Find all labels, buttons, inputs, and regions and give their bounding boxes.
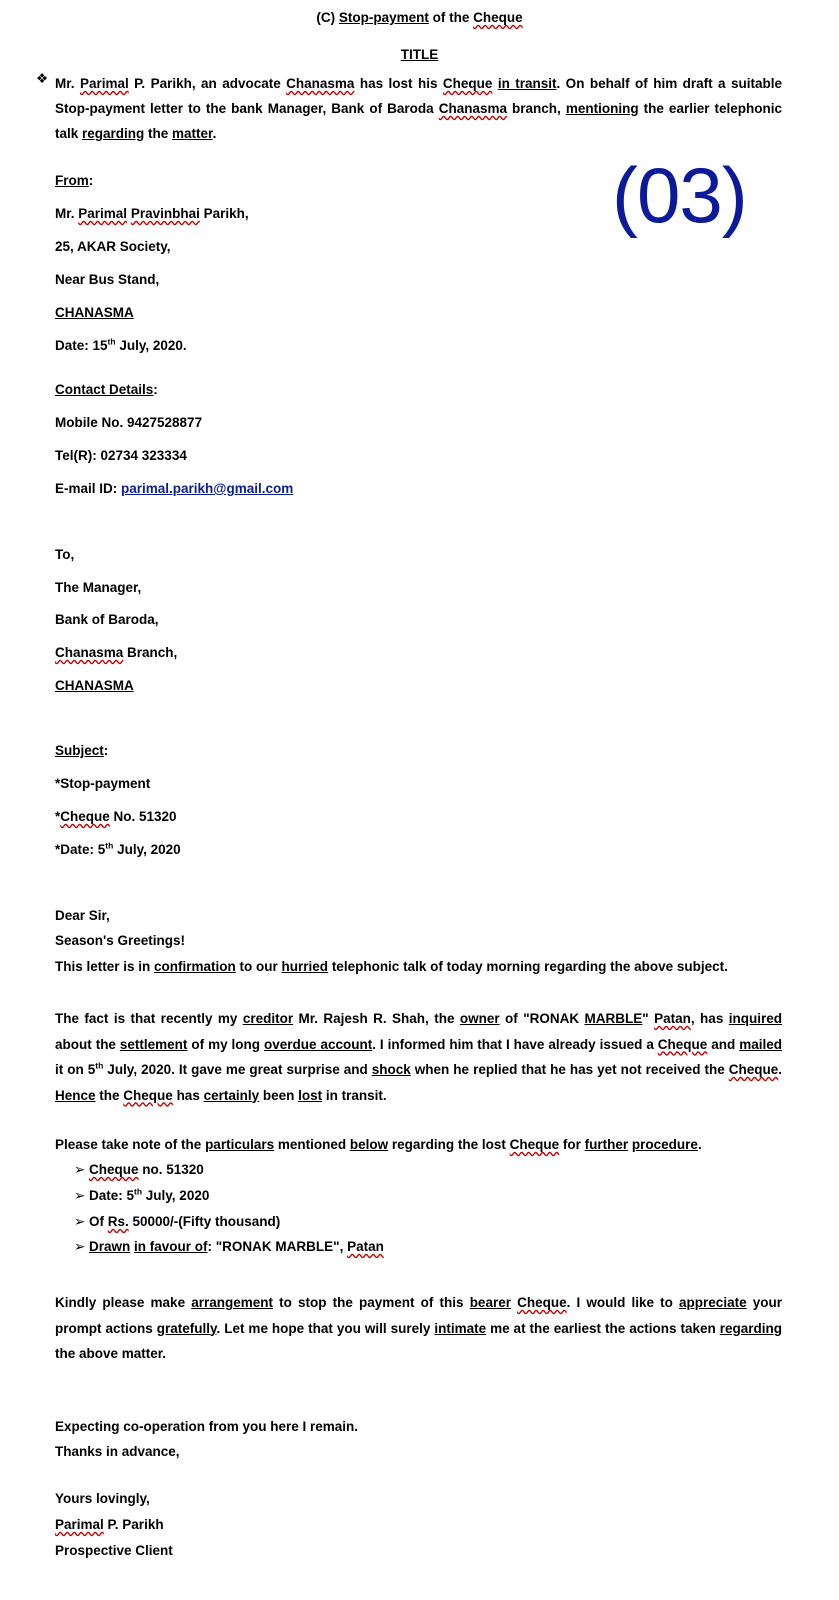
list-text: Date: 5 xyxy=(89,1188,135,1203)
body-text: me at the earliest the actions taken xyxy=(486,1320,720,1336)
body-text: has xyxy=(172,1087,204,1103)
signature-part: P. Parikh xyxy=(103,1517,164,1532)
expecting-line: Expecting co-operation from you here I remain. xyxy=(55,1419,359,1434)
fact-paragraph xyxy=(55,1006,782,1108)
thanks-line: Thanks in advance, xyxy=(55,1444,180,1459)
body-text: . I would like to xyxy=(566,1295,680,1310)
subject-part: No. 51320 xyxy=(109,809,177,824)
list-text: Patan xyxy=(347,1239,384,1254)
body-text: intimate xyxy=(434,1320,487,1336)
body-text: . Let me hope that you will surely xyxy=(216,1320,435,1336)
body-text: " xyxy=(642,1011,655,1026)
body-text: owner xyxy=(459,1011,500,1026)
closing-line: Yours lovingly, xyxy=(55,1491,150,1506)
contact-label: Contact Details: xyxy=(55,382,158,397)
date-part: July, 2020. xyxy=(115,338,187,353)
list-item xyxy=(74,1162,204,1178)
list-item xyxy=(74,1188,209,1204)
list-text: in favour of xyxy=(134,1239,208,1254)
body-text: Cheque xyxy=(657,1036,708,1052)
body-text: Kindly please make xyxy=(55,1295,192,1310)
subject-line-1: *Stop-payment xyxy=(55,776,151,791)
salutation: Dear Sir, xyxy=(55,908,110,923)
note-line xyxy=(55,1137,702,1152)
body-text: about the xyxy=(55,1036,120,1052)
body-text: the xyxy=(95,1087,124,1103)
q-text: Chanasma xyxy=(286,76,355,91)
letter-date xyxy=(55,338,187,353)
body-text: confirmation xyxy=(154,959,236,974)
sender-name-part: Pravinbhai xyxy=(130,206,200,221)
signature-role: Prospective Client xyxy=(55,1543,173,1558)
body-text: . xyxy=(697,1137,702,1152)
sender-name-part: Mr. xyxy=(55,206,79,221)
diamond-bullet-icon: ❖ xyxy=(36,71,49,86)
list-item xyxy=(74,1239,384,1255)
q-text: the earlier telephonic talk xyxy=(55,101,783,141)
sender-address-2: Near Bus Stand, xyxy=(55,272,160,287)
body-text: the above matter. xyxy=(55,1346,167,1361)
heading-stop-payment: Stop-payment xyxy=(338,10,429,25)
q-text: the xyxy=(144,126,173,141)
body-text: . xyxy=(778,1062,782,1077)
body-text: regarding the lost xyxy=(388,1137,510,1152)
list-text: 50000/-(Fifty thousand) xyxy=(128,1214,281,1229)
confirmation-line xyxy=(55,959,728,974)
sender-name-part: Parikh, xyxy=(199,206,249,221)
list-text: no. 51320 xyxy=(138,1162,204,1177)
list-text: Drawn xyxy=(89,1239,131,1254)
sender-name xyxy=(55,206,249,221)
marks-label: (03) xyxy=(612,151,747,239)
list-text: : "RONAK MARBLE", xyxy=(207,1239,348,1254)
arrow-bullet-icon: ➢ xyxy=(74,1214,86,1229)
list-text: Of xyxy=(89,1214,108,1229)
list-item xyxy=(74,1214,280,1230)
title-heading: TITLE xyxy=(400,47,439,62)
subject-label-text: Subject xyxy=(55,743,104,758)
body-text: telephonic talk of today morning regarding the above subject. xyxy=(328,959,728,974)
question-text xyxy=(55,71,782,146)
subject-line-2 xyxy=(55,809,177,824)
body-text: settlement xyxy=(119,1036,188,1052)
body-text: Cheque xyxy=(728,1062,779,1077)
subject-part: *Date: 5 xyxy=(55,842,106,857)
body-text: of "RONAK xyxy=(499,1011,585,1026)
q-text: branch, xyxy=(506,101,566,116)
body-text: gratefully xyxy=(156,1320,217,1336)
receiver-city: CHANASMA xyxy=(55,678,134,693)
email-link[interactable]: parimal.parikh@gmail.com xyxy=(121,481,294,496)
q-text: in transit xyxy=(497,76,557,91)
q-text: P. Parikh, an advocate xyxy=(128,76,287,91)
body-text: certainly xyxy=(203,1087,260,1103)
body-text: shock xyxy=(371,1062,411,1077)
heading-prefix: (C) xyxy=(316,10,339,25)
body-text: lost xyxy=(298,1087,323,1103)
mobile-number: Mobile No. 9427528877 xyxy=(55,415,203,430)
body-text: Patan xyxy=(654,1011,691,1026)
signature-name xyxy=(55,1517,164,1532)
body-sup: th xyxy=(95,1060,104,1071)
receiver-line-1: The Manager, xyxy=(55,580,142,595)
body-text: arrangement xyxy=(191,1295,273,1310)
body-text: creditor xyxy=(242,1011,294,1026)
sender-name-part: Parimal xyxy=(78,206,128,221)
body-text: it on 5 xyxy=(55,1062,96,1077)
list-text: Cheque xyxy=(89,1162,139,1177)
body-text: when he replied that he has yet not received the xyxy=(410,1062,729,1077)
body-text: and xyxy=(707,1036,740,1052)
arrow-bullet-icon: ➢ xyxy=(74,1239,86,1254)
subject-label: Subject: xyxy=(55,743,109,758)
q-text: Mr. xyxy=(55,76,80,91)
body-text: your prompt actions xyxy=(55,1295,782,1336)
body-text: Please take note of the xyxy=(55,1137,206,1152)
body-text: mentioned xyxy=(274,1137,350,1152)
body-text: mailed xyxy=(739,1036,782,1052)
body-text: been xyxy=(259,1087,299,1103)
subject-part: Cheque xyxy=(60,809,110,824)
from-label: From: xyxy=(55,173,94,188)
request-paragraph xyxy=(55,1290,782,1367)
body-text: The fact is that recently my xyxy=(55,1011,243,1026)
body-text: bearer xyxy=(469,1295,511,1310)
sender-address-1: 25, AKAR Society, xyxy=(55,239,171,254)
body-text: Cheque xyxy=(123,1087,173,1103)
q-text: Parimal xyxy=(79,76,129,91)
body-text: for xyxy=(559,1137,585,1152)
heading-mid: of the xyxy=(428,10,474,25)
subject-line-3 xyxy=(55,842,181,857)
body-text: Cheque xyxy=(509,1137,560,1152)
subject-sup: th xyxy=(105,840,114,851)
q-text: has lost his xyxy=(354,76,443,91)
q-text: Cheque xyxy=(442,76,493,91)
body-text: inquired xyxy=(728,1011,782,1026)
body-text: procedure xyxy=(631,1137,698,1152)
receiver-branch xyxy=(55,645,177,660)
body-text: Cheque xyxy=(517,1295,567,1310)
arrow-bullet-icon: ➢ xyxy=(74,1188,86,1203)
date-part: Date: 15 xyxy=(55,338,108,353)
body-text: in transit. xyxy=(322,1087,387,1103)
body-text: below xyxy=(349,1137,389,1152)
list-sup: th xyxy=(134,1186,143,1197)
body-text: appreciate xyxy=(679,1295,747,1310)
body-text: to stop the payment of this xyxy=(273,1295,470,1310)
subject-part: * xyxy=(55,809,61,824)
body-text: July, 2020. It gave me great surprise and xyxy=(103,1062,372,1077)
q-text: regarding xyxy=(82,126,145,141)
signature-part: Parimal xyxy=(55,1517,104,1532)
greeting: Season's Greetings! xyxy=(55,933,186,948)
body-text: particulars xyxy=(205,1137,275,1152)
body-text: overdue account xyxy=(263,1036,373,1052)
body-text: hurried xyxy=(281,959,329,974)
list-text: July, 2020 xyxy=(142,1188,210,1203)
branch-suffix: Branch, xyxy=(123,645,178,660)
telephone-number: Tel(R): 02734 323334 xyxy=(55,448,187,463)
body-text: to our xyxy=(235,959,282,974)
body-text: further xyxy=(584,1137,629,1152)
list-text: Rs. xyxy=(107,1214,129,1229)
to-label: To, xyxy=(55,547,75,562)
body-text: . I informed him that I have already issued a xyxy=(372,1036,658,1052)
q-text: Chanasma xyxy=(438,101,507,116)
body-text: of my long xyxy=(187,1036,264,1052)
q-text: matter xyxy=(172,126,213,141)
contact-label-text: Contact Details xyxy=(55,382,154,397)
branch-name: Chanasma xyxy=(55,645,124,660)
q-text: . On behalf of him draft a suitable Stop-payment letter to the bank Manager, Bank of Baroda xyxy=(55,76,782,116)
body-text: Hence xyxy=(55,1087,96,1103)
q-text: . xyxy=(212,126,217,141)
body-text: regarding xyxy=(719,1320,782,1336)
email-line xyxy=(55,481,293,496)
body-text: , has xyxy=(690,1011,729,1026)
q-text: mentioning xyxy=(565,101,639,116)
body-text: This letter is in xyxy=(55,959,155,974)
sender-city: CHANASMA xyxy=(55,305,134,320)
receiver-line-2: Bank of Baroda, xyxy=(55,612,159,627)
from-label-text: From xyxy=(55,173,89,188)
page-heading xyxy=(0,10,839,25)
arrow-bullet-icon: ➢ xyxy=(74,1162,86,1177)
heading-cheque: Cheque xyxy=(473,10,523,25)
body-text: Mr. Rajesh R. Shah, the xyxy=(293,1011,460,1026)
body-text: MARBLE xyxy=(584,1011,643,1026)
subject-part: July, 2020 xyxy=(113,842,181,857)
email-label: E-mail ID: xyxy=(55,481,122,496)
date-sup: th xyxy=(107,336,116,347)
